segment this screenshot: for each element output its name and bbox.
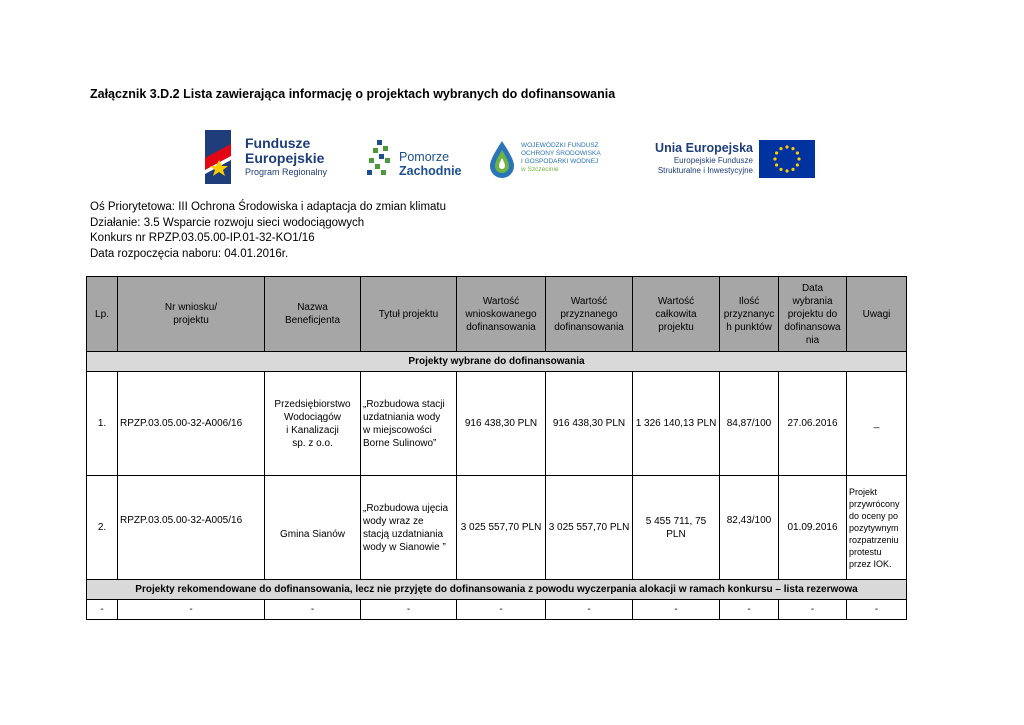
row1-punkty: 84,87/100	[720, 372, 779, 476]
pomorze-line1: Pomorze	[399, 150, 450, 164]
reserve-cell: -	[118, 600, 265, 620]
table-row	[87, 600, 907, 620]
col-lp: Lp.	[87, 277, 118, 352]
col-wartosc-calkowita: Wartość całkowita projektu	[633, 277, 720, 352]
call-info	[90, 200, 446, 262]
row2-data: 01.09.2016	[779, 476, 847, 580]
competition-number: Konkurs nr RPZP.03.05.00-IP.01-32-KO1/16	[90, 232, 315, 244]
fe-line3: Program Regionalny	[245, 167, 328, 177]
col-tytul-projektu: Tytuł projektu	[361, 277, 457, 352]
wf-line3: I GOSPODARKI WODNEJ	[521, 158, 599, 165]
measure: Działanie: 3.5 Wsparcie rozwoju sieci wodociągowych	[90, 216, 365, 229]
col-data-wybrania: Data wybrania projektu do dofinansowa nia	[779, 277, 847, 352]
ue-line3: Strukturalne i Inwestycyjne	[657, 166, 753, 175]
fe-line2: Europejskie	[245, 150, 325, 166]
table-header-row	[87, 277, 907, 352]
col-wartosc-wnioskowanego: Wartość wnioskowanego dofinansowania	[457, 277, 546, 352]
row2-tytul: „Rozbudowa ujęcia wody wraz ze stacją uzdatniania wody w Sianowie ”	[361, 476, 457, 580]
wfosigw-logo	[489, 138, 619, 182]
row2-lp: 2.	[87, 476, 118, 580]
projects-table	[86, 276, 907, 620]
row2-uwagi: Projekt przywrócony do oceny po pozytywnym rozpatrzeniu protestu przez IOK.	[847, 476, 907, 580]
table-row	[87, 372, 907, 476]
pomorze-mark-icon	[365, 138, 395, 180]
reserve-cell: -	[265, 600, 361, 620]
reserve-cell: -	[457, 600, 546, 620]
row1-tytul: „Rozbudowa stacji uzdatniania wody w miejscowości Borne Sulinowo”	[361, 372, 457, 476]
eu-flag-icon	[759, 140, 815, 178]
wf-line4: w Szczecinie	[521, 166, 559, 173]
section-reserve-label: Projekty rekomendowane do dofinansowania, lecz nie przyjęte do dofinansowania z powodu wyczerpania alokacji w ramach konkursu – lista rezerwowa	[87, 580, 907, 600]
pomorze-zachodnie-logo	[365, 136, 465, 184]
col-nazwa-beneficjenta: Nazwa Beneficjenta	[265, 277, 361, 352]
ue-line1: Unia Europejska	[655, 141, 753, 155]
row2-punkty: 82,43/100	[720, 476, 779, 580]
reserve-cell: -	[87, 600, 118, 620]
row2-wartosc-calkowita: 5 455 711, 75 PLN	[633, 476, 720, 580]
fe-flag-icon	[205, 130, 239, 184]
fundusze-europejskie-logo	[205, 128, 335, 186]
reserve-cell: -	[779, 600, 847, 620]
section-reserve	[87, 580, 907, 600]
col-uwagi: Uwagi	[847, 277, 907, 352]
row1-wartosc-calkowita: 1 326 140,13 PLN	[633, 372, 720, 476]
row1-data: 27.06.2016	[779, 372, 847, 476]
section-selected	[87, 352, 907, 372]
table-row	[87, 476, 907, 580]
wf-line2: OCHRONY ŚRODOWISKA	[521, 150, 601, 157]
reserve-cell: -	[633, 600, 720, 620]
col-ilosc-punktow: Ilość przyznanyc h punktów	[720, 277, 779, 352]
fe-line1: Fundusze	[245, 135, 311, 151]
reserve-cell: -	[546, 600, 633, 620]
wf-line1: WOJEWÓDZKI FUNDUSZ	[521, 142, 599, 149]
col-nr-wniosku: Nr wniosku/ projektu	[118, 277, 265, 352]
row1-lp: 1.	[87, 372, 118, 476]
page-title: Załącznik 3.D.2 Lista zawierająca informację o projektach wybranych do dofinansowania	[90, 87, 616, 101]
reserve-cell: -	[720, 600, 779, 620]
row1-uwagi: _	[847, 372, 907, 476]
logo-bar	[205, 128, 825, 188]
col-wartosc-przyznanego: Wartość przyznanego dofinansowania	[546, 277, 633, 352]
unia-europejska-logo	[637, 138, 827, 182]
row2-nazwa: Gmina Sianów	[265, 476, 361, 580]
row1-nazwa: Przedsiębiorstwo Wodociągów i Kanalizacji sp. z o.o.	[265, 372, 361, 476]
water-drop-icon	[489, 140, 515, 178]
row1-nr: RPZP.03.05.00-32-A006/16	[118, 372, 265, 476]
reserve-cell: -	[847, 600, 907, 620]
call-start-date: Data rozpoczęcia naboru: 04.01.2016r.	[90, 247, 289, 260]
row2-wartosc-przyznana: 3 025 557,70 PLN	[546, 476, 633, 580]
row1-wartosc-przyznana: 916 438,30 PLN	[546, 372, 633, 476]
row2-nr: RPZP.03.05.00-32-A005/16	[118, 476, 265, 580]
row1-wartosc-wnioskowana: 916 438,30 PLN	[457, 372, 546, 476]
priority-axis: Oś Priorytetowa: III Ochrona Środowiska i adaptacja do zmian klimatu	[90, 201, 447, 213]
row2-wartosc-wnioskowana: 3 025 557,70 PLN	[457, 476, 546, 580]
reserve-cell: -	[361, 600, 457, 620]
pomorze-line2: Zachodnie	[399, 164, 462, 178]
ue-line2: Europejskie Fundusze	[673, 156, 753, 165]
section-selected-label: Projekty wybrane do dofinansowania	[87, 352, 907, 372]
